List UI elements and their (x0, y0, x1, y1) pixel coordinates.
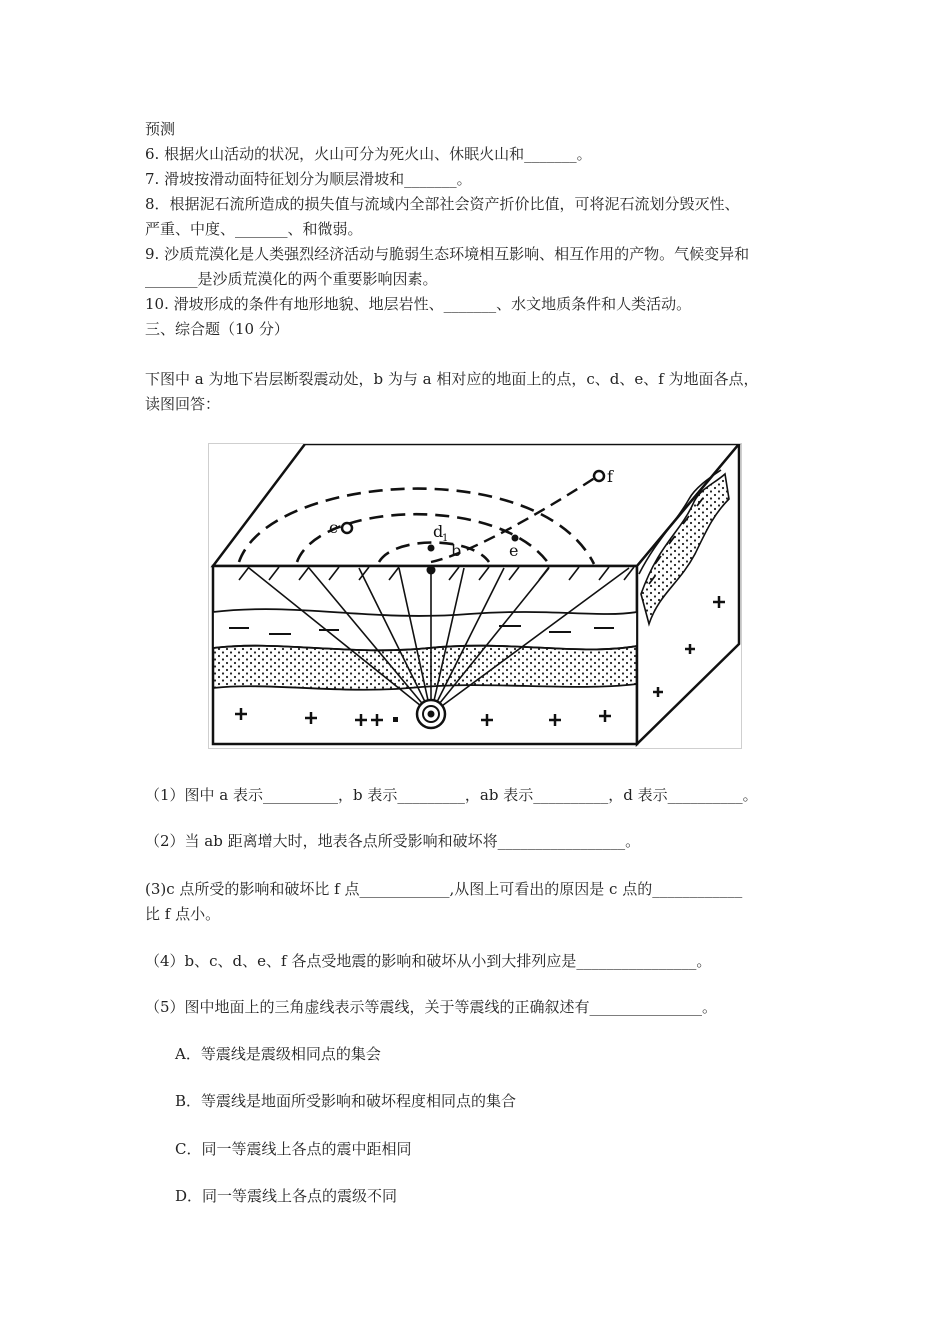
small-square-marker (393, 717, 398, 722)
question-7: 7. 滑坡按滑动面特征划分为顺层滑坡和_______。 (145, 170, 472, 188)
sub-question-5: （5）图中地面上的三角虚线表示等震线，关于等震线的正确叙述有_______________。 (145, 998, 718, 1016)
label-e: e (509, 541, 519, 560)
question-8-line-2: 严重、中度、_______、和微弱。 (145, 220, 363, 238)
label-d: d (433, 522, 444, 541)
shale-layer (213, 609, 637, 650)
sub-question-3-line-2: 比 f 点小。 (145, 905, 221, 923)
label-d-subscript: 1 (442, 533, 449, 544)
question-10: 10. 滑坡形成的条件有地形地貌、地层岩性、_______、水文地质条件和人类活动。 (145, 295, 692, 313)
label-f: f (607, 467, 613, 486)
question-9-line-2: _______是沙质荒漠化的两个重要影响因素。 (145, 270, 438, 288)
question-9-line-1: 9. 沙质荒漠化是人类强烈经济活动与脆弱生态环境相互影响、相互作用的产物。气候变异和 (145, 245, 750, 263)
label-b: b (451, 541, 462, 560)
point-b (427, 566, 436, 575)
question-8-line-1: 8．根据泥石流所造成的损失值与流域内全部社会资产折价比值，可将泥石流划分毁灭性、 (145, 195, 740, 213)
stem-line-1: 下图中 a 为地下岩层断裂震动处，b 为与 a 相对应的地面上的点，c、d、e、f 为地面各点， (145, 370, 759, 388)
section-heading: 三、综合题（10 分） (145, 320, 289, 338)
point-d1 (428, 545, 435, 552)
point-f (594, 471, 604, 481)
focus-a-marker (417, 700, 445, 728)
option-d: D．同一等震线上各点的震级不同 (175, 1187, 398, 1205)
label-c: c (329, 518, 338, 537)
earthquake-diagram (208, 443, 742, 749)
sub-question-3-line-1: (3)c 点所受的影响和破坏比 f 点____________,从图上可看出的原因是 c 点的____________ (145, 880, 743, 898)
continuation-text: 预测 (145, 120, 176, 138)
earthquake-block-svg (209, 444, 741, 748)
sub-question-2: （2）当 ab 距离增大时，地表各点所受影响和破坏将_________________。 (145, 832, 641, 850)
stem-line-2: 读图回答： (145, 395, 221, 413)
point-c (342, 523, 352, 533)
option-c: C．同一等震线上各点的震中距相同 (175, 1140, 412, 1158)
option-b: B．等震线是地面所受影响和破坏程度相同点的集合 (175, 1092, 517, 1110)
option-a: A．等震线是震级相同点的集会 (175, 1045, 381, 1063)
sub-question-1: （1）图中 a 表示__________，b 表示_________，ab 表示__________，d 表示__________。 (145, 786, 758, 804)
sub-question-4: （4）b、c、d、e、f 各点受地震的影响和破坏从小到大排列应是________________。 (145, 952, 712, 970)
question-6: 6. 根据火山活动的状况，火山可分为死火山、休眠火山和_______。 (145, 145, 592, 163)
